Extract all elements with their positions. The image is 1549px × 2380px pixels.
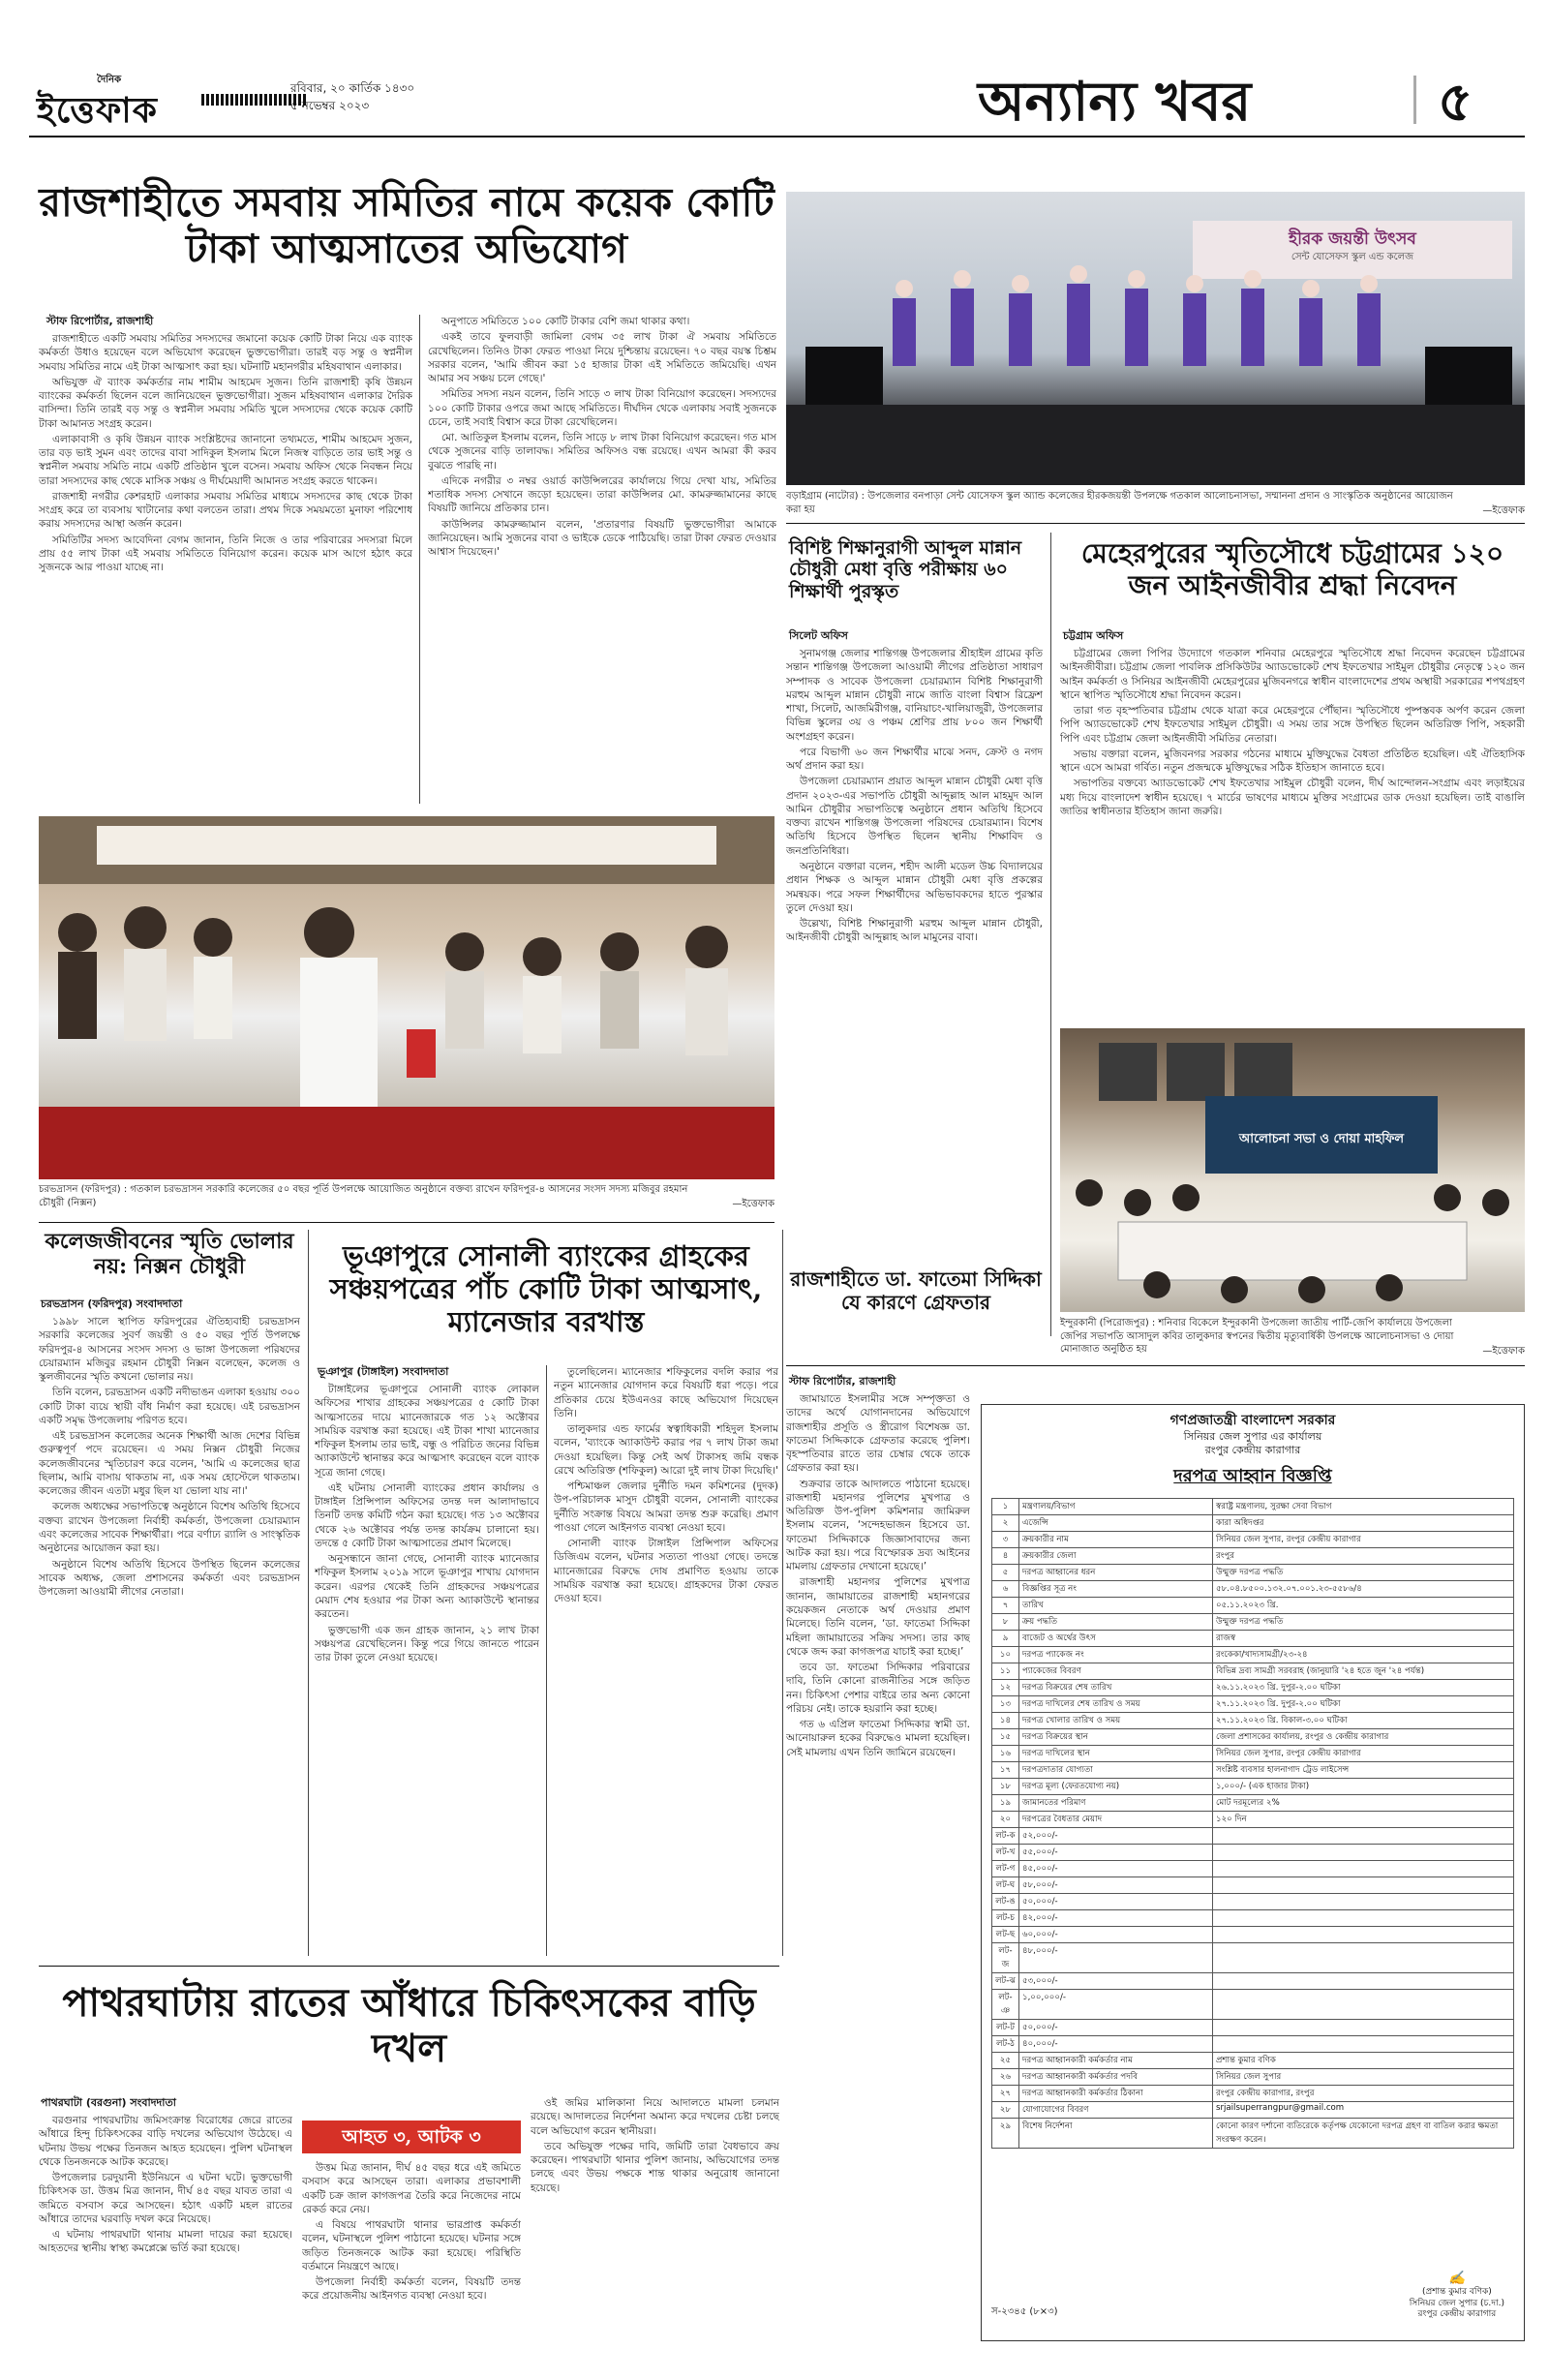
scholarship-paragraph: অনুষ্ঠানে বক্তারা বলেন, শহীদ আলী মডেল উচ্চ বিদ্যালয়ের প্রধান শিক্ষক ও আব্দুল মান্নান চৌধুরী মেধা বৃত্তি প্রকল্পের সমন্বয়ক। পরে সফল শিক্ষার্থীদের অভিভাবকদের হাতে পুরস্কার তুলে দেওয়া হয়। [786,860,1043,914]
notice-lot-row [992,1894,1514,1910]
patharghata-byline: পাথরঘাটা (বরগুনা) সংবাদদাতা [41,2096,176,2109]
page-number: ৫ [1438,70,1473,134]
notice-row-value: ১,০০০/- (এক হাজার টাকা) [1213,1779,1514,1795]
notice-lot-amount: ৪৫,০০০/- [1019,1861,1213,1877]
chattogram-paragraph: সভায় বক্তারা বলেন, মুজিবনগর সরকার গঠনের মাধ্যমে মুক্তিযুদ্ধের বৈধতা প্রতিষ্ঠিত হয়েছিল। এই ঐতিহাসিক স্থানে এসে আমরা গর্বিত। নতুন প্রজন্মকে মুক্তিযুদ্ধের সঠিক ইতিহাস জানাতে হবে। [1060,748,1525,775]
notice-row-number: ১৬ [992,1746,1019,1762]
notice-row-label: তারিখ [1019,1598,1213,1614]
notice-reference: স-২৩৪৫ (৮×৩) [991,2306,1058,2317]
notice-lot-amount: ৫৮,০০০/- [1019,1877,1213,1894]
notice-lot-label: লট-ঘ [992,1877,1019,1894]
notice-row-number: ১২ [992,1680,1019,1696]
notice-row-number: ৫ [992,1565,1019,1581]
story1-paragraph: মো. আতিকুল ইসলাম বলেন, তিনি সাড়ে ৮ লাখ টাকা বিনিয়োগ করেছেন। গত মাস থেকে সুজনের বাড়ি তালাবদ্ধ। সমিতির অফিসও বন্ধ রয়েছে। এখন আমরা কী করব বুঝতে পারছি না। [428,432,776,472]
nixon-paragraph: এই চরভদ্রাসন কলেজের অনেক শিক্ষার্থী আজ দেশের বিভিন্ন গুরুত্বপূর্ণ পদে রয়েছেন। এ সময় নিক্সন চৌধুরী নিজের কলেজজীবনের স্মৃতিচারণ করে বলেন, 'আমি এ কলেজের ছাত্র ছিলাম, আমি বাসায় থাকতাম না, এক সময় হোস্টেলে থাকতাম। কলেজের জীবন এতটা মধুর ছিল যা ভোলা যায় না।' [39,1430,300,1498]
notice-lot-label: লট-ক [992,1828,1019,1845]
notice-row [992,1779,1514,1795]
memorial-meeting-caption: ইন্দুরকানী (পিরোজপুর) : শনিবার বিকেলে ইন্দুরকানী উপজেলা জাতীয় পার্টি-জেপি কার্যালয়ে উপজেলা জেপির সভাপতি আসাদুল কবির তালুকদার স্বপনের দ্বিতীয় মৃত্যুবার্ষিকী উপলক্ষে আলোচনাসভা ও দোয়া মোনাজাত অনুষ্ঠিত হয় [1060,1318,1454,1355]
notice-row [992,1581,1514,1598]
memorial-meeting-credit: —ইত্তেফাক [1482,1346,1525,1357]
notice-row [992,1565,1514,1581]
notice-row-label: ক্রয় পদ্ধতি [1019,1614,1213,1631]
notice-row-number: ৭ [992,1598,1019,1614]
scholarship-paragraph: উপজেলা চেয়ারম্যান প্রয়াত আব্দুল মান্নান চৌধুরী মেধা বৃত্তি প্রদান ২০২৩-এর সভাপতি চৌধুরী আব্দুল্লাহ আল মাহমুদ আল আমিন চৌধুরীর সভাপতিত্বে অনুষ্ঠানে প্রধান অতিথি হিসেবে বক্তব্য রাখেন শান্তিগঞ্জ উপজেলা পরিষদের চেয়ারম্যান। বিশেষ অতিথি হিসেবে উপস্থিত ছিলেন স্থানীয় শিক্ষাবিদ ও জনপ্রতিনিধিরা। [786,776,1043,857]
notice-row-number: ৬ [992,1581,1019,1598]
notice-row-label: দরপত্র বিক্রয়ের স্থান [1019,1729,1213,1746]
patharghata-column-3 [531,2096,779,2340]
notice-row-label: প্যাকেজের বিবরণ [1019,1663,1213,1680]
notice-row [992,1729,1514,1746]
notice-row-label: বিশেষ নির্দেশনা [1019,2119,1213,2149]
bhuapur-paragraph: সোনালী ব্যাংক টাঙ্গাইল প্রিন্সিপাল অফিসের ডিজিএম বলেন, ঘটনার সত্যতা পাওয়া গেছে। তদন্তে ম্যানেজারের বিরুদ্ধে দোষ প্রমাণিত হওয়ায় তাকে সাময়িক বরখাস্ত করা হয়েছে। গ্রাহকদের টাকা ফেরত দেওয়া হবে। [554,1538,778,1605]
notice-row [992,1548,1514,1565]
notice-row-number: ২৮ [992,2102,1019,2119]
notice-row-number: ২০ [992,1812,1019,1828]
notice-row [992,1713,1514,1729]
notice-lot-row [992,1990,1514,2020]
story1-paragraph: রাজশাহী নগরীর কেশরহাট এলাকার সমবায় সমিতির মাধ্যমে সদস্যদের কাছ থেকে টাকা সংগ্রহ করে তা ব্যবসায় খাটানোর কথা বলতেন তারা। প্রথম দিকে সময়মতো মুনাফা পরিশোধ করায় সদস্যদের আস্থা অর্জন করেন। [39,490,412,531]
patharghata-paragraph: তবে অভিযুক্ত পক্ষের দাবি, জমিটি তারা বৈধভাবে ক্রয় করেছেন। পাথরঘাটা থানার পুলিশ জানায়, অভিযোগের তদন্ত চলছে এবং উভয় পক্ষকে শান্ত থাকার অনুরোধ জানানো হয়েছে। [531,2140,779,2194]
notice-row [992,1614,1514,1631]
notice-row-label: দরপত্র বিক্রয়ের শেষ তারিখ [1019,1680,1213,1696]
notice-row-label: দরপত্র দাখিলের স্থান [1019,1746,1213,1762]
fatema-paragraph: রাজশাহী মহানগর পুলিশের মুখপাত্র জানান, জামায়াতের রাজশাহী মহানগরের কয়েকজন নেতাকে অর্থ দেওয়ার প্রমাণ মিলেছে। তিনি বলেন, ‘ডা. ফাতেমা সিদ্দিকা মহিলা জামায়াতের সক্রিয় সদস্য। তার কাছ থেকে জব্দ করা কাগজপত্র যাচাই করা হচ্ছে।’ [786,1576,970,1658]
notice-row-value: ৫৮.০৪.৮৫০০.১৩২.০৭.০০১.২৩-৫৫৮৬/৪ [1213,1581,1514,1598]
notice-prison-line: রংপুর কেন্দ্রীয় কারাগার [1204,1444,1301,1457]
logo-wordmark: ইত্তেফাক [37,90,158,131]
notice-row [992,1696,1514,1713]
story1-paragraph: অনুপাতে সমিতিতে ১০০ কোটি টাকার বেশি জমা থাকার কথা। [441,316,690,327]
story1-column-1 [39,332,412,807]
notice-row-value: ২৭.১১.২০২৩ খ্রি. দুপুর-২.০০ ঘটিকা [1213,1696,1514,1713]
notice-row-value: জেলা প্রশাসকের কার্যালয়, রংপুর ও কেন্দ্রীয় কারাগার [1213,1729,1514,1746]
notice-row [992,1812,1514,1828]
chattogram-body [1060,647,1525,1024]
notice-lot-blank [1213,1877,1514,1894]
notice-row-value: মোট দরমূল্যের ২% [1213,1795,1514,1812]
bhuapur-paragraph: তালুকদার এন্ড ফার্মের স্বত্বাধিকারী শহিদুল ইসলাম বলেন, 'ব্যাংকে অ্যাকাউন্ট করার পর ৭ লাখ টাকা জমা দেওয়া হয়েছিল। কিন্তু সেই অর্থ টাকাসহ জমি বন্ধক রেখে অতিরিক্ত (শফিকুল) আরো দুই লাখ টাকা দিয়েছি।' [554,1423,778,1477]
section-rule [39,1966,779,1967]
notice-lot-label: লট-ঝ [992,1973,1019,1990]
section-title: অন্যান্য খবর [978,70,1252,134]
notice-row-label: দরপত্র প্যাকেজ নং [1019,1647,1213,1663]
notice-row-label: মন্ত্রণালয়/বিভাগ [1019,1499,1213,1515]
nixon-headline: কলেজজীবনের স্মৃতি ভোলার নয়: নিক্সন চৌধুরী [45,1229,294,1279]
event-speech-credit: —ইত্তেফাক [732,1199,774,1209]
stage-performance-photo [786,192,1525,485]
notice-lot-row [992,1877,1514,1894]
scholarship-body [786,647,1043,1136]
notice-row-value: প্রশান্ত কুমার বণিক [1213,2053,1514,2069]
patharghata-column-1 [39,2114,292,2341]
bhuapur-paragraph: পশ্চিমাঞ্চল জেলার দুর্নীতি দমন কমিশনের (দুদক) উপ-পরিচালক মাসুদ চৌধুরী বলেন, সোনালী ব্যাংকের দুর্নীতি সংক্রান্ত বিষয়ে আমরা তদন্ত শুরু করেছি। প্রমাণ পাওয়া গেলে আইনগত ব্যবস্থা নেওয়া হবে। [554,1480,778,1534]
memorial-banner: আলোচনা সভা ও দোয়া মাহফিল [1238,1132,1405,1146]
notice-lot-label: লট-ঙ [992,1894,1019,1910]
bhuapur-column-1 [315,1383,539,1954]
story1-paragraph: কাউন্সিলর কামরুজ্জামান বলেন, 'প্রতারণার বিষয়টি ভুক্তভোগীরা আমাকে জানিয়েছেন। আমি সুজনের বাবা ও ভাইকে ডেকে পাঠিয়েছি। তারা টাকা ফেরত দেওয়ার আশ্বাস দিয়েছেন।' [428,518,776,559]
section-rule [786,523,1525,524]
fatema-paragraph: শুক্রবার তাকে আদালতে পাঠানো হয়েছে। রাজশাহী মহানগর পুলিশের মুখপাত্র ও অতিরিক্ত উপ-পুলিশ কমিশনার জামিরুল ইসলাম বলেন, ‘সন্দেহভাজন হিসেবে ডা. ফাতেমা সিদ্দিকাকে জিজ্ঞাসাবাদের জন্য আটক করা হয়। পরে বিস্ফোরক দ্রব্য আইনের মামলায় গ্রেফতার দেখানো হয়েছে।’ [786,1478,970,1573]
nixon-paragraph: অনুষ্ঠানে বিশেষ অতিথি হিসেবে উপস্থিত ছিলেন কলেজের সাবেক অধ্যক্ষ, জেলা প্রশাসনের কর্মকর্তা এবং চরভদ্রাসন উপজেলা আওয়ামী লীগের নেতারা। [39,1558,300,1599]
notice-row-value: ১২০ দিন [1213,1812,1514,1828]
notice-row-number: ১৪ [992,1713,1019,1729]
fatema-body [786,1392,970,2336]
column-divider [782,1230,783,1956]
bhuapur-paragraph: অনুসন্ধানে জানা গেছে, সোনালী ব্যাংক ম্যানেজার শফিকুল ইসলাম ২০১৯ সালে ভূঞাপুর শাখায় যোগদান করেন। এরপর থেকেই তিনি গ্রাহকদের সঞ্চয়পত্রের মেয়াদ শেষ হওয়ার পর টাকা অন্য অ্যাকাউন্টে স্থানান্তর করতেন। [315,1553,539,1621]
scholarship-paragraph: পরে বিভাগী ৬০ জন শিক্ষার্থীর মাঝে সনদ, ক্রেস্ট ও নগদ অর্থ প্রদান করা হয়। [786,746,1043,773]
notice-lot-amount: ৪৮,০০০/- [1019,1943,1213,1973]
notice-lot-amount: ৫৫,০০০/- [1019,1845,1213,1861]
notice-row-label: দরপত্র আহ্বানকারী কর্মকর্তার পদবি [1019,2069,1213,2086]
story1-paragraph: এলাকাবাসী ও কৃষি উন্নয়ন ব্যাংক সংশ্লিষ্টদের জানানো তথ্যমতে, শামীম আহমেদ সুজন, তার বড় ভাই সুমন এবং তাদের বাবা সাদিকুল ইসলাম মিলে নিজস্ব বাড়িতে তার ভাই সন্তু ও স্বপ্ননীল সমবায় সমিতি নামে একটি প্রতিষ্ঠান খুলে বসেন। সমবায় অফিস থেকে নিবন্ধন নিয়ে তারা সদস্যদের কাছ থেকে মাসিক সঞ্চয় ও দীর্ঘমেয়াদী আমানত সংগ্রহ করতে থাকেন। [39,433,412,487]
notice-row-label: দরপত্র আহ্বানকারী কর্মকর্তার ঠিকানা [1019,2086,1213,2102]
notice-lot-amount: ৫৩,০০০/- [1019,1973,1213,1990]
notice-row [992,2086,1514,2102]
notice-row-value: ২৬.১১.২০২৩ খ্রি. দুপুর-২.০০ ঘটিকা [1213,1680,1514,1696]
notice-lot-amount: ১,০০,০০০/- [1019,1990,1213,2020]
notice-lot-blank [1213,1927,1514,1943]
patharghata-paragraph: বরগুনার পাথরঘাটায় জমিসংক্রান্ত বিরোধের জেরে রাতের আঁধারে হিন্দু চিকিৎসকের বাড়ি দখলের অভিযোগ উঠেছে। এ ঘটনায় উভয় পক্ষের তিনজন আহত হয়েছেন। পুলিশ ঘটনাস্থল থেকে তিনজনকে আটক করেছে। [39,2115,292,2168]
scholarship-byline: সিলেট অফিস [789,629,848,642]
newspaper-logo [37,73,269,131]
notice-row [992,1647,1514,1663]
notice-row [992,1631,1514,1647]
notice-lot-row [992,1910,1514,1927]
notice-row-number: ২৯ [992,2119,1019,2149]
notice-lot-blank [1213,2036,1514,2053]
notice-lot-blank [1213,1943,1514,1973]
notice-lot-amount: ৫২,০০০/- [1019,1828,1213,1845]
notice-row-value: বিভিন্ন দ্রব্য সামগ্রী সরবরাহ (জানুয়ারি '২৪ হতে জুন '২৪ পর্যন্ত) [1213,1663,1514,1680]
column-divider [546,1365,547,1956]
notice-row [992,1532,1514,1548]
patharghata-paragraph: উপজেলার চরদুয়ানী ইউনিয়নে এ ঘটনা ঘটে। ভুক্তভোগী চিকিৎসক ডা. উত্তম মিত্র জানান, দীর্ঘ ৪৫ বছর যাবত তারা এ জমিতে বসবাস করে আসছেন। হঠাৎ একটি মহল রাতের আঁধারে তাদের ঘরবাড়ি দখল করে নিয়েছে। [39,2172,292,2225]
notice-row-number: ১০ [992,1647,1019,1663]
notice-row-value: রংপুর কেন্দ্রীয় কারাগার, রংপুর [1213,2086,1514,2102]
notice-row [992,1598,1514,1614]
notice-row-value: উন্মুক্ত দরপত্র পদ্ধতি [1213,1614,1514,1631]
patharghata-paragraph: উত্তম মিত্র জানান, দীর্ঘ ৪৫ বছর ধরে এই জমিতে বসবাস করে আসছেন তারা। এলাকার প্রভাবশালী একটি চক্র জাল কাগজপত্র তৈরি করে নিজেদের নামে রেকর্ড করে নেয়। [302,2162,521,2215]
notice-row-value: রংকেকা/খাদ্যসামগ্রী/২৩-২৪ [1213,1647,1514,1663]
notice-lot-amount: ৫০,০০০/- [1019,1894,1213,1910]
story1-byline: স্টাফ রিপোর্টার, রাজশাহী [46,315,154,327]
story1-paragraph: একই তাবে ফুলবাড়ী জামিলা বেগম ৩৫ লাখ টাকা ঐ সমবায় সমিতিতে রেখেছিলেন। তিনিও টাকা ফেরত পাওয়া নিয়ে দুশ্চিন্তায় রয়েছেন। ৭০ বছর বয়স্ক চিশ্তম সরকার বলেন, 'আমি জীবন করা ১৫ হাজার টাকা এই সমিতিতে জমিয়েছি। এখন আমার সব সঞ্চয় চলে গেছে।' [428,331,776,385]
column-divider [308,1230,309,1956]
notice-lot-label: লট-ঞ [992,1990,1019,2020]
notice-govt-header: গণপ্রজাতন্ত্রী বাংলাদেশ সরকার [1169,1413,1336,1428]
patharghata-paragraph: এ বিষয়ে পাথরঘাটা থানার ভারপ্রাপ্ত কর্মকর্তা বলেন, ঘটনাস্থলে পুলিশ পাঠানো হয়েছে। ঘটনার সঙ্গে জড়িত তিনজনকে আটক করা হয়েছে। পরিস্থিতি বর্তমানে নিয়ন্ত্রণে আছে। [302,2219,521,2273]
notice-lot-blank [1213,1828,1514,1845]
bhuapur-paragraph: এই ঘটনায় সোনালী ব্যাংকের প্রধান কার্যালয় ও টাঙ্গাইল প্রিন্সিপাল অফিসের তদন্ত দল আলাদাভাবে তিনটি তদন্ত কমিটি গঠন করা হয়েছে। গত ১৩ অক্টোবর থেকে ২৬ অক্টোবর পর্যন্ত তদন্ত কার্যক্রম চালানো হয়। তদন্তে ৫ কোটি টাকা আত্মসাতের প্রমাণ মিলেছে। [315,1481,539,1549]
fatema-headline: রাজশাহীতে ডা. ফাতেমা সিদ্দিকা যে কারণে গ্রেফতার [790,1267,1042,1314]
notice-office-line: সিনিয়র জেল সুপার এর কার্যালয় [1183,1429,1322,1443]
notice-lot-blank [1213,1845,1514,1861]
dateline [290,79,414,114]
notice-lot-row [992,1973,1514,1990]
notice-row-label: এজেন্সি [1019,1515,1213,1532]
date-english: ৫ নভেম্বর ২০২৩ [290,99,370,112]
date-bangla: রবিবার, ২০ কার্তিক ১৪৩০ [290,81,415,95]
notice-lot-row [992,2036,1514,2053]
notice-lot-row [992,1927,1514,1943]
notice-lot-blank [1213,1894,1514,1910]
notice-row-value: রাজস্ব [1213,1631,1514,1647]
notice-lot-label: লট-খ [992,1845,1019,1861]
section-rule [39,1222,774,1223]
notice-row-value: সংশ্লিষ্ট ব্যবসার হালনাগাদ ট্রেড লাইসেন্স [1213,1762,1514,1779]
notice-row-number: ৮ [992,1614,1019,1631]
scholarship-paragraph: সুনামগঞ্জ জেলার শান্তিগঞ্জ উপজেলার শ্রীহাইল গ্রামের কৃতি সন্তান শান্তিগঞ্জ উপজেলা আওয়ামী লীগের প্রতিষ্ঠাতা সাধারণ সম্পাদক ও সাবেক উপজেলা চেয়ারম্যান বিশিষ্ট শিক্ষানুরাগী মরহুম আব্দুল মান্নান চৌধুরী নামে জাতি বাংলা বিশ্বাস রিফ্রেশ শাখা, সিলেট, আজমিরীগঞ্জ, বানিয়াচং-খালিয়াজুরী, উপজেলার বিভিন্ন স্কুলের ৩য় ও পঞ্চম শ্রেণির প্রায় ৮০০ জন শিক্ষার্থী অংশগ্রহণ করেন। [786,648,1043,743]
signature-mark: ✍ [1448,2270,1466,2286]
section-rule [786,1365,1525,1366]
notice-row [992,1795,1514,1812]
stage-performance-credit: —ইত্তেফাক [1482,505,1525,516]
notice-row-label: ক্রয়কারীর জেলা [1019,1548,1213,1565]
fatema-paragraph: জামায়াতে ইসলামীর সঙ্গে সম্পৃক্ততা ও তাদের অর্থে যোগানদানের অভিযোগে রাজশাহীর প্রসূতি ও স্ত্রীরোগ বিশেষজ্ঞ ডা. ফাতেমা সিদ্দিকাকে গ্রেফতার করেছে পুলিশ। বৃহস্পতিবার রাতে তার চেম্বার থেকে তাকে গ্রেফতার করা হয়। [786,1393,970,1475]
notice-lot-blank [1213,1990,1514,2020]
signatory-office: রংপুর কেন্দ্রীয় কারাগার [1417,2309,1497,2320]
notice-row-value: ২৭.১১.২০২৩ খ্রি. বিকাল-৩.০০ ঘটিকা [1213,1713,1514,1729]
nixon-paragraph: ১৯৯৮ সালে স্থাপিত ফরিদপুরের ঐতিহ্যবাহী চরভদ্রাসন সরকারি কলেজের সুবর্ণ জয়ন্তী ও ৫০ বছর পূর্তি উপলক্ষে ফরিদপুর-৪ আসনের সংসদ সদস্য ও ভাঙ্গা উপজেলা পরিষদের চেয়ারম্যান মজিবুর রহমান চৌধুরী নিক্সন বলেছেন, কলেজ ও স্কুলজীবনের স্মৃতি কখনো ভোলার নয়। [39,1316,300,1384]
notice-lot-row [992,1828,1514,1845]
patharghata-headline: পাথরঘাটায় রাতের আঁধারে চিকিৎসকের বাড়ি দখল [62,1980,756,2072]
notice-row [992,1746,1514,1762]
notice-row-label: বিজ্ঞপ্তির সূত্র নং [1019,1581,1213,1598]
masthead-divider [1413,76,1416,124]
stage-banner-subtitle: সেন্ট যোসেফস স্কুল এন্ড কলেজ [1291,252,1414,262]
nixon-body [39,1315,300,1954]
notice-row-value: উন্মুক্ত দরপত্র পদ্ধতি [1213,1565,1514,1581]
notice-row-label: ক্রয়কারীর নাম [1019,1532,1213,1548]
notice-lot-blank [1213,2020,1514,2036]
notice-lot-label: লট-ট [992,2020,1019,2036]
notice-lot-row [992,2020,1514,2036]
notice-row-number: ১৮ [992,1779,1019,1795]
notice-lot-row [992,1943,1514,1973]
notice-row-value: srjailsuperrangpur@gmail.com [1213,2102,1514,2119]
tender-notice [981,1404,1525,2341]
chattogram-paragraph: চট্টগ্রামের জেলা পিপির উদ্যোগে গতকাল শনিবার মেহেরপুরে স্মৃতিসৌধে শ্রদ্ধা নিবেদন করেছেন চট্টগ্রামের আইনজীবীরা। চট্টগ্রাম জেলা পাবলিক প্রসিকিউটর অ্যাডভোকেট শেখ ইফতেখার সাইমুল চৌধুরীর নেতৃত্বে ১২০ জন আইন কর্মকর্তা ও সিনিয়র আইনজীবী মেহেরপুরের মুজিবনগরে স্বাধীন বাংলাদেশের প্রথম অস্থায়ী সরকারের শপথগ্রহণ স্থানে স্থাপিত স্মৃতিসৌধে শ্রদ্ধা নিবেদন করেন। [1060,648,1525,701]
fatema-paragraph: তবে ডা. ফাতেমা সিদ্দিকার পরিবারের দাবি, তিনি কোনো রাজনীতির সঙ্গে জড়িত নন। চিকিৎসা পেশার বাইরে তার অন্য কোনো পরিচয় নেই। তাকে হয়রানি করা হচ্ছে। [786,1662,970,1715]
story1-paragraph: এদিকে নগরীর ৩ নম্বর ওয়ার্ড কাউন্সিলরের কার্যালয়ে গিয়ে দেখা যায়, সমিতির শতাধিক সদস্য সেখানে জড়ো হয়েছেন। তারা কাউন্সিলর মো. কামরুজ্জামানের কাছে বিষয়টি জানিয়ে প্রতিকার চান। [428,474,776,515]
memorial-meeting-illustration [1060,1028,1525,1312]
notice-row-number: ৩ [992,1532,1019,1548]
nixon-paragraph: কলেজ অধ্যক্ষের সভাপতিত্বে অনুষ্ঠানে বিশেষ অতিথি হিসেবে বক্তব্য রাখেন উপজেলা নির্বাহী কর্মকর্তা, উপজেলা চেয়ারম্যান এবং কলেজের সাবেক শিক্ষার্থীরা। পরে বর্ণাঢ্য র‍্যালি ও সাংস্কৃতিক অনুষ্ঠানের আয়োজন করা হয়। [39,1501,300,1555]
notice-row [992,2069,1514,2086]
notice-row-label: দরপত্র আহ্বানকারী কর্মকর্তার নাম [1019,2053,1213,2069]
notice-row [992,2102,1514,2119]
bhuapur-paragraph: তুলেছিলেন। ম্যানেজার শফিকুলের বদলি করার পর নতুন ম্যানেজার যোগদান করে বিষয়টি ধরা পড়ে। পরে প্রতিকার চেয়ে ইউএনওর কাছে অভিযোগ দিয়েছেন তিনি। [554,1366,778,1419]
notice-row-number: ২৭ [992,2086,1019,2102]
notice-lot-label: লট-চ [992,1910,1019,1927]
bhuapur-column-2 [554,1365,778,1954]
notice-row [992,1663,1514,1680]
chattogram-paragraph: তারা গত বৃহস্পতিবার চট্টগ্রাম থেকে যাত্রা করে মেহেরপুরে পৌঁছান। স্মৃতিসৌধে পুষ্পস্তবক অর্পণ করেন জেলা পিপি অ্যাডভোকেট শেখ ইফতেখার সাইমুল চৌধুরী। এ সময় তার সঙ্গে উপস্থিত ছিলেন অতিরিক্ত পিপি, সহকারী পিপি এবং চট্টগ্রাম জেলা আইনজীবী সমিতির নেতারা। [1060,705,1525,745]
notice-lot-blank [1213,1973,1514,1990]
patharghata-paragraph: ওই জমির মালিকানা নিয়ে আদালতে মামলা চলমান রয়েছে। আদালতের নির্দেশনা অমান্য করে দখলের চেষ্টা চলছে বলে অভিযোগ করেন স্থানীয়রা। [531,2097,779,2137]
notice-lot-amount: ৪০,০০০/- [1019,2036,1213,2053]
stage-banner-title: হীরক জয়ন্তী উৎসব [1289,229,1416,249]
notice-row-label: দরপত্র দাখিলের শেষ তারিখ ও সময় [1019,1696,1213,1713]
notice-row-value: সিনিয়র জেল সুপার, রংপুর কেন্দ্রীয় কারাগার [1213,1746,1514,1762]
notice-row-value: স্বরাষ্ট্র মন্ত্রণালয়, সুরক্ষা সেবা বিভাগ [1213,1499,1514,1515]
notice-lot-amount: ৪২,০০০/- [1019,1910,1213,1927]
nixon-byline: চরভদ্রাসন (ফরিদপুর) সংবাদদাতা [41,1297,183,1310]
fatema-paragraph: গত ৬ এপ্রিল ফাতেমা সিদ্দিকার স্বামী ডা. আনোয়ারুল হকের বিরুদ্ধেও মামলা হয়েছিল। সেই মামলায় এখন তিনি জামিনে রয়েছেন। [786,1719,970,1758]
logo-daily-label: দৈনিক [97,75,122,85]
notice-row-label: যোগাযোগের বিবরণ [1019,2102,1213,2119]
notice-row-number: ২৬ [992,2069,1019,2086]
notice-row-number: ২৫ [992,2053,1019,2069]
notice-row-value: কারা অধিদপ্তর [1213,1515,1514,1532]
event-speech-illustration [39,816,774,1179]
casualty-badge: আহত ৩, আটক ৩ [302,2121,521,2153]
bhuapur-headline: ভূঞাপুরে সোনালী ব্যাংকের গ্রাহকের সঞ্চয়পত্রের পাঁচ কোটি টাকা আত্মসাৎ, ম্যানেজার বরখাস্ত [329,1239,763,1339]
scholarship-paragraph: উল্লেখ্য, বিশিষ্ট শিক্ষানুরাগী মরহুম আব্দুল মান্নান চৌধুরী, আইনজীবী চৌধুরী আব্দুল্লাহ আল মামুনের বাবা। [786,918,1043,944]
stage-performance-caption: বড়াইগ্রাম (নাটোর) : উপজেলার বনপাড়া সেন্ট যোসেফস স্কুল অ্যান্ড কলেজের হীরকজয়ন্তী উপলক্ষে গতকাল আলোচনাসভা, সম্মাননা প্রদান ও সাংস্কৃতিক অনুষ্ঠানের আয়োজন করা হয় [786,491,1453,515]
patharghata-paragraph: উপজেলা নির্বাহী কর্মকর্তা বলেন, বিষয়টি তদন্ত করে প্রয়োজনীয় আইনগত ব্যবস্থা নেওয়া হবে। [302,2276,521,2303]
notice-signature-block [1410,2270,1504,2321]
notice-row [992,2053,1514,2069]
notice-row-number: ৪ [992,1548,1019,1565]
fatema-byline: স্টাফ রিপোর্টার, রাজশাহী [789,1375,896,1388]
chattogram-byline: চট্টগ্রাম অফিস [1063,629,1124,642]
notice-row [992,1680,1514,1696]
notice-row-number: ১৫ [992,1729,1019,1746]
notice-lot-label: লট-গ [992,1861,1019,1877]
notice-row-label: জামানতের পরিমাণ [1019,1795,1213,1812]
notice-lot-blank [1213,1861,1514,1877]
story1-headline: রাজশাহীতে সমবায় সমিতির নামে কয়েক কোটি টাকা আত্মসাতের অভিযোগ [39,179,774,273]
story1-paragraph: সমিতিটির সদস্য আবেদিনা বেগম জানান, তিনি নিজে ও তার পরিবারের সদস্যরা মিলে প্রায় ৫৫ লাখ টাকা এই সমবায় সমিতিতে বিনিয়োগ করেন। কয়েক মাস আগে হঠাৎ করে সুজনকে আর পাওয়া যাচ্ছে না। [39,534,412,574]
bhuapur-byline: ভূঞাপুর (টাঙ্গাইল) সংবাদদাতা [318,1365,449,1378]
bhuapur-paragraph: ভুক্তভোগী এক জন গ্রাহক জানান, ২১ লাখ টাকা সঞ্চয়পত্র রেখেছিলেন। কিন্তু পরে গিয়ে জানতে পারেন তার টাকা তুলে নেওয়া হয়েছে। [315,1624,539,1664]
notice-row-number: ১১ [992,1663,1019,1680]
notice-lot-amount: ৫০,০০০/- [1019,2020,1213,2036]
notice-lot-label: লট-ঠ [992,2036,1019,2053]
notice-row-number: ১৯ [992,1795,1019,1812]
notice-row-label: বাজেট ও অর্থের উৎস [1019,1631,1213,1647]
notice-lot-amount: ৬০,০০০/- [1019,1927,1213,1943]
notice-lot-blank [1213,1910,1514,1927]
notice-row-number: ১৭ [992,1762,1019,1779]
notice-row-label: দরপত্র আহ্বানের ধরন [1019,1565,1213,1581]
notice-row-number: ২ [992,1515,1019,1532]
patharghata-column-2 [302,2161,521,2340]
notice-row [992,1499,1514,1515]
notice-row-value: রংপুর [1213,1548,1514,1565]
notice-row-number: ১ [992,1499,1019,1515]
notice-row-label: দরপত্রের বৈধতার মেয়াদ [1019,1812,1213,1828]
notice-row-value: সিনিয়র জেল সুপার [1213,2069,1514,2086]
notice-row-value: কোনো কারণ দর্শানো ব্যতিরেকে কর্তৃপক্ষ যেকোনো দরপত্র গ্রহণ বা বাতিল করার ক্ষমতা সংরক্ষণ করেন। [1213,2119,1514,2149]
notice-row-label: দরপত্র খোলার তারিখ ও সময় [1019,1713,1213,1729]
notice-table [991,1498,1514,2149]
notice-lot-label: লট-জ [992,1943,1019,1973]
patharghata-paragraph: এ ঘটনায় পাথরঘাটা থানায় মামলা দায়ের করা হয়েছে। আহতদের স্থানীয় স্বাস্থ্য কমপ্লেক্সে ভর্তি করা হয়েছে। [39,2229,292,2255]
notice-row-label: দরপত্রদাতার যোগ্যতা [1019,1762,1213,1779]
notice-title: দরপত্র আহ্বান বিজ্ঞপ্তি [1173,1466,1332,1487]
chattogram-paragraph: সভাপতির বক্তব্যে অ্যাডভোকেট শেখ ইফতেখার সাইমুল চৌধুরী বলেন, দীর্ঘ আন্দোলন-সংগ্রাম এবং লড়াইয়ের মধ্য দিয়ে বাংলাদেশ স্বাধীন হয়েছে। ৭ মার্চের ভাষণের মাধ্যমে মুক্তির সংগ্রামের ডাক দেওয়া হয়েছিল। তাই বাঙালি জাতির স্বাধীনতার ইতিহাস জানা জরুরি। [1060,778,1525,817]
column-divider [419,315,420,804]
masthead-rule [29,136,1525,137]
notice-row [992,1762,1514,1779]
notice-lot-row [992,1845,1514,1861]
bhuapur-paragraph: টাঙ্গাইলের ভূঞাপুরে সোনালী ব্যাংক লোকাল অফিসের শাখার গ্রাহকের সঞ্চয়পত্রের ৫ কোটি টাকা আত্মসাতের দায়ে ম্যানেজারকে গত ১২ অক্টোবর সাময়িক বরখাস্ত করা হয়েছে। এই টাকা শাখা ম্যানেজার শফিকুল ইসলাম তার ভাই, বন্ধু ও পরিচিত জনের বিভিন্ন অ্যাকাউন্টে স্থানান্তর করে আত্মসাৎ করেছেন বলে ব্যাংক সূত্রে জানা গেছে। [315,1384,539,1479]
signatory-title: সিনিয়র জেল সুপার (চ.দা.) [1409,2298,1504,2308]
story1-paragraph: অভিযুক্ত ঐ ব্যাংক কর্মকর্তার নাম শামীম আহমেদ সুজন। তিনি রাজশাহী কৃষি উন্নয়ন ব্যাংকের কর্মকর্তা ছিলেন বলে জানিয়েছেন ভুক্তভোগীরা। সুজন মহিষবাথান এলাকার দৈরিক বাসিন্দা। তিনি তারই বড় সন্তু ও স্বপ্ননীল সমবায় সমিতি খুলে সদস্যদের থেকে কয়েক কোটি টাকা আমানত সংগ্রহ করেন। [39,376,412,430]
signatory-name: (প্রশান্ত কুমার বণিক) [1421,2286,1492,2297]
notice-row-number: ১৩ [992,1696,1019,1713]
nixon-paragraph: তিনি বলেন, চরভদ্রাসন একটি নদীভাঙন এলাকা হওয়ায় ৩০০ কোটি টাকা ব্যয়ে স্থায়ী বাঁধ নির্মাণ করা হয়েছে। এই চরভদ্রাসন একটি সমৃদ্ধ উপজেলায় পরিণত হবে। [39,1387,300,1426]
notice-row-value: সিনিয়র জেল সুপার, রংপুর কেন্দ্রীয় কারাগার [1213,1532,1514,1548]
notice-row-value: ০৫.১১.২০২৩ খ্রি. [1213,1598,1514,1614]
story1-paragraph: রাজশাহীতে একটি সমবায় সমিতির সদস্যদের জমানো কয়েক কোটি টাকা নিয়ে এক ব্যাংক কর্মকর্তা উধাও হয়েছেন বলে অভিযোগ করেছেন ভুক্তভোগীরা। তারই বড় সন্তু ও স্বপ্ননীল সমবায় সমিতির নামে এই টাকা আত্মসাৎ করা হয়। ঘটনাটি মহানগরীর মহিষবাথান এলাকার। [39,333,412,373]
notice-row [992,1515,1514,1532]
notice-lot-label: লট-ছ [992,1927,1019,1943]
scholarship-headline: বিশিষ্ট শিক্ষানুরাগী আব্দুল মান্নান চৌধুরী মেধা বৃত্তি পরীক্ষায় ৬০ শিক্ষার্থী পুরস্কৃত [789,537,1022,602]
event-speech-photo [39,816,774,1179]
event-speech-caption: চরভদ্রাসন (ফরিদপুর) : গতকাল চরভদ্রাসন সরকারি কলেজের ৫০ বছর পূর্তি উপলক্ষে আয়োজিত অনুষ্ঠানে বক্তব্য রাখেন ফরিদপুর-৪ আসনের সংসদ সদস্য মজিবুর রহমান চৌধুরী (নিক্সন) [39,1184,688,1208]
notice-row-number: ৯ [992,1631,1019,1647]
memorial-meeting-photo [1060,1028,1525,1312]
notice-row-label: দরপত্র মূল্য (ফেরতযোগ্য নয়) [1019,1779,1213,1795]
column-divider [1050,533,1051,1336]
notice-row [992,2119,1514,2149]
chattogram-headline: মেহেরপুরের স্মৃতিসৌধে চট্টগ্রামের ১২০ জন আইনজীবীর শ্রদ্ধা নিবেদন [1080,537,1504,602]
story1-column-2 [428,315,776,809]
notice-lot-row [992,1861,1514,1877]
story1-paragraph: সমিতির সদস্য নয়ন বলেন, তিনি সাড়ে ৩ লাখ টাকা বিনিয়োগ করেছেন। সদস্যদের ১০০ কোটি টাকার ওপরে জমা আছে সমিতিতে। দীর্ঘদিন থেকে এলাকায় সবাই সুজনকে চেনে, তাই সবাই বিশ্বাস করে টাকা রেখেছিলেন। [428,388,776,428]
